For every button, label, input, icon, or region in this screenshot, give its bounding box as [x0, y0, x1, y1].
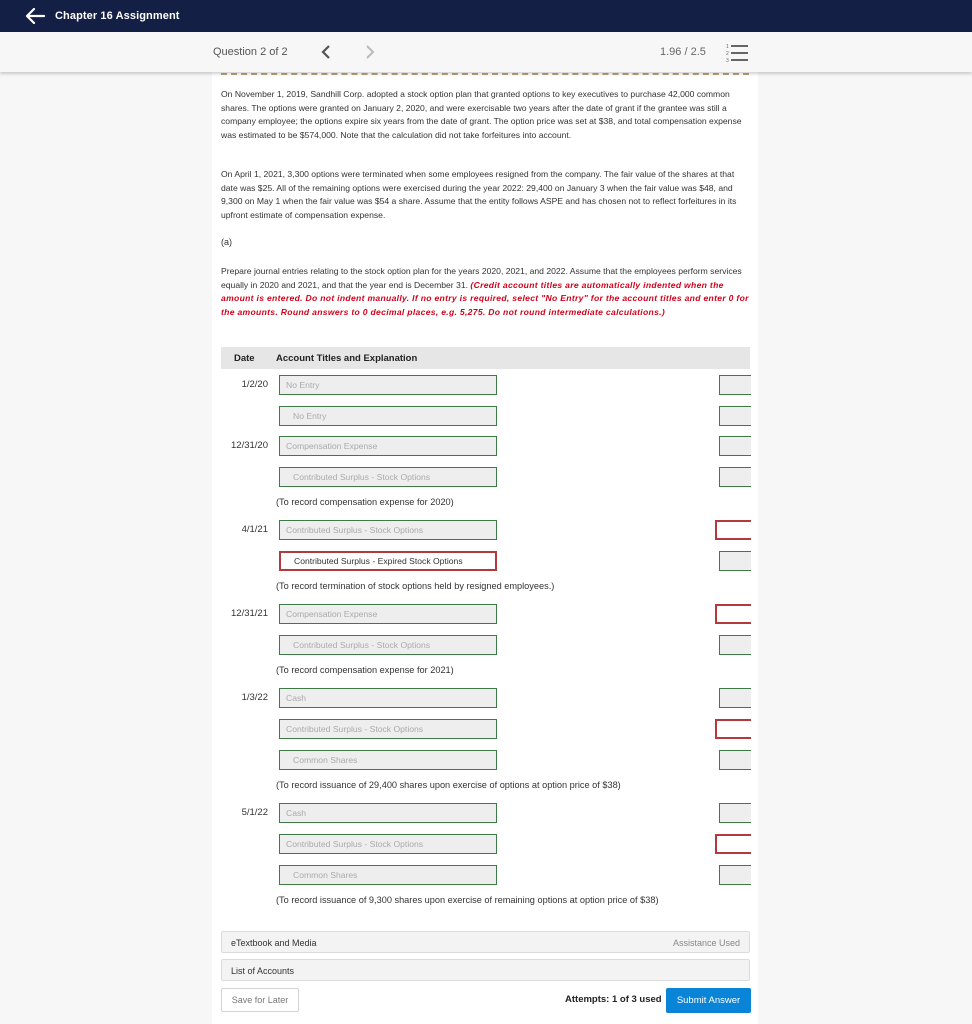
entry-date: 1/3/22	[241, 692, 268, 703]
question-counter: Question 2 of 2	[213, 46, 288, 58]
account-input[interactable]: Cash	[279, 688, 497, 708]
back-button[interactable]	[24, 5, 46, 27]
svg-text:3: 3	[726, 58, 729, 64]
journal-row	[212, 406, 758, 426]
score-display: 1.96 / 2.5	[660, 46, 706, 58]
debit-amount-input[interactable]	[719, 635, 751, 655]
date-column-header: Date	[234, 353, 255, 364]
question-list-button[interactable]	[726, 42, 750, 64]
question-card	[212, 72, 758, 1024]
account-input[interactable]: Common Shares	[279, 865, 497, 885]
app-header	[0, 0, 972, 32]
account-input[interactable]: Contributed Surplus - Stock Options	[279, 635, 497, 655]
assistance-used-label: Assistance Used	[672, 938, 740, 948]
question-bar	[0, 32, 972, 72]
instructions	[221, 265, 751, 319]
debit-amount-input-incorrect[interactable]	[715, 719, 751, 739]
next-question-button[interactable]	[362, 42, 378, 62]
journal-row	[212, 834, 758, 854]
account-column-header: Account Titles and Explanation	[276, 353, 418, 364]
account-input[interactable]: Common Shares	[279, 750, 497, 770]
list-of-accounts-panel[interactable]	[221, 959, 750, 981]
part-label: (a)	[221, 237, 232, 247]
account-input-incorrect[interactable]: Contributed Surplus - Expired Stock Options	[279, 551, 497, 571]
account-input[interactable]: No Entry	[279, 406, 497, 426]
entry-date: 1/2/20	[241, 379, 268, 390]
journal-row	[212, 803, 758, 823]
debit-amount-input[interactable]	[719, 467, 751, 487]
account-input[interactable]: No Entry	[279, 375, 497, 395]
entry-date: 5/1/22	[241, 807, 268, 818]
debit-amount-input[interactable]	[719, 688, 751, 708]
journal-row	[212, 635, 758, 655]
entry-explanation: (To record issuance of 29,400 shares upon exercise of options at option price of $38)	[276, 780, 621, 790]
chevron-left-icon	[318, 42, 334, 62]
journal-row	[212, 865, 758, 885]
svg-text:2: 2	[726, 51, 729, 57]
submit-answer-button[interactable]: Submit Answer	[666, 988, 751, 1013]
entry-explanation: (To record compensation expense for 2021)	[276, 665, 454, 675]
list-of-accounts-label: List of Accounts	[231, 966, 295, 976]
save-for-later-button[interactable]: Save for Later	[221, 988, 299, 1012]
account-input[interactable]: Compensation Expense	[279, 436, 497, 456]
instructions-warning: (Credit account titles are automatically indented when the amount is entered. Do not indent manually. If no entry is required, select "No Entry" for the account titles and enter 0 for the amounts. Round answers to 0 decimal places, e.g. 5,275. Do not round intermediate calculations.)	[221, 279, 749, 317]
etextbook-label: eTextbook and Media	[231, 938, 317, 948]
entry-explanation: (To record issuance of 9,300 shares upon exercise of remaining options at option price of $38)	[276, 895, 659, 905]
entry-date: 12/31/20	[231, 440, 268, 451]
entry-explanation: (To record termination of stock options held by resigned employees.)	[276, 581, 555, 591]
account-input[interactable]: Cash	[279, 803, 497, 823]
journal-row	[212, 750, 758, 770]
entry-explanation: (To record compensation expense for 2020)	[276, 497, 454, 507]
arrow-left-icon	[25, 8, 45, 24]
debit-amount-input[interactable]	[719, 750, 751, 770]
problem-paragraph-1: On November 1, 2019, Sandhill Corp. adopted a stock option plan that granted options to key executives to purchase 42,000 common shares. The options were granted on January 2, 2020, and were exercisable two years after the date of grant if the grantee was still a company employee; the options expire six years from the date of grant. The option price was set at $38, and total compensation expense was estimated to be $574,000. Note that the calculation did not take forfeitures into account.	[221, 89, 742, 140]
dashed-divider	[221, 73, 749, 75]
instructions-text: Prepare journal entries relating to the stock option plan for the years 2020, 2021, and 2022. Assume that the employees perform services equally in 2020 and 2021, and that the year end is December 31.	[221, 266, 742, 290]
debit-amount-input[interactable]	[719, 803, 751, 823]
account-input[interactable]: Compensation Expense	[279, 604, 497, 624]
svg-text:1: 1	[726, 44, 729, 50]
numbered-list-icon	[726, 42, 750, 64]
chevron-right-icon	[362, 42, 378, 62]
journal-row	[212, 719, 758, 739]
debit-amount-input[interactable]	[719, 865, 751, 885]
debit-amount-input[interactable]	[719, 375, 751, 395]
debit-amount-input-incorrect[interactable]	[715, 604, 751, 624]
account-input[interactable]: Contributed Surplus - Stock Options	[279, 834, 497, 854]
debit-amount-input-incorrect[interactable]	[715, 520, 751, 540]
journal-row	[212, 520, 758, 540]
debit-amount-input[interactable]	[719, 436, 751, 456]
journal-table-header	[221, 347, 750, 369]
account-input[interactable]: Contributed Surplus - Stock Options	[279, 467, 497, 487]
journal-row	[212, 375, 758, 395]
attempts-counter: Attempts: 1 of 3 used	[565, 994, 662, 1005]
journal-row	[212, 551, 758, 571]
journal-row	[212, 604, 758, 624]
problem-paragraph-2: On April 1, 2021, 3,300 options were terminated when some employees resigned from the company. The fair value of the shares at that date was $25. All of the remaining options were exercised during the year 2022: 29,400 on January 3 when the fair value was $48, and 9,300 on May 1 when the fair value was $54 a share. Assume that the entity follows ASPE and has chosen not to reflect forfeitures in its upfront estimate of compensation expense.	[221, 169, 737, 220]
entry-date: 4/1/21	[241, 524, 268, 535]
journal-row	[212, 436, 758, 456]
account-input[interactable]: Contributed Surplus - Stock Options	[279, 719, 497, 739]
entry-date: 12/31/21	[231, 608, 268, 619]
journal-row	[212, 688, 758, 708]
previous-question-button[interactable]	[318, 42, 334, 62]
debit-amount-input[interactable]	[719, 551, 751, 571]
account-input[interactable]: Contributed Surplus - Stock Options	[279, 520, 497, 540]
journal-row	[212, 467, 758, 487]
etextbook-media-panel[interactable]	[221, 931, 750, 953]
assignment-title: Chapter 16 Assignment	[55, 10, 180, 22]
debit-amount-input-incorrect[interactable]	[715, 834, 751, 854]
debit-amount-input[interactable]	[719, 406, 751, 426]
